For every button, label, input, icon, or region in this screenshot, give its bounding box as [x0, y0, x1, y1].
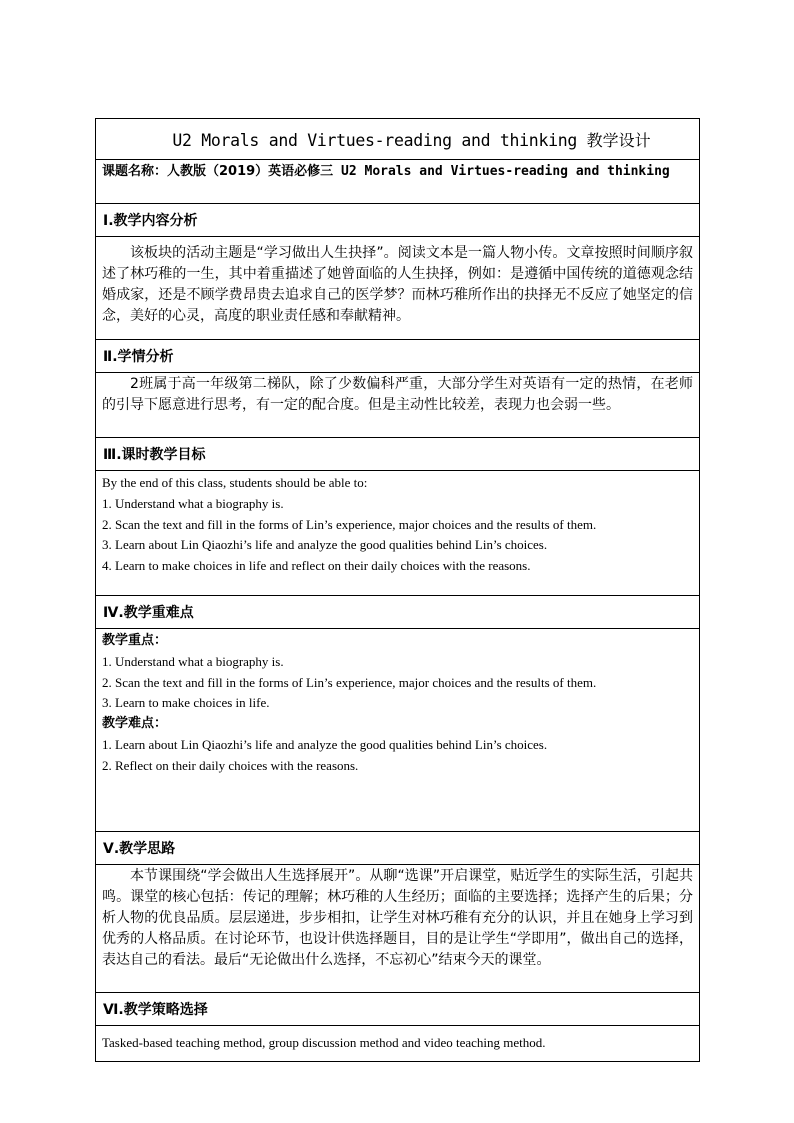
objectives-cell — [96, 471, 699, 596]
key-points-cell — [96, 629, 699, 832]
section-heading: Ⅳ.教学重难点 — [96, 596, 699, 629]
content-analysis-cell — [96, 237, 699, 340]
section-heading: Ⅲ.课时教学目标 — [96, 438, 699, 471]
strategy-cell — [96, 1026, 699, 1061]
section-heading: Ⅵ.教学策略选择 — [96, 993, 699, 1026]
course-name: U2 Morals and Virtues-reading and thinking — [333, 164, 670, 179]
teaching-ideas-text: 本节课围绕“学会做出人生选择展开”。从聊“选课”开启课堂，贴近学生的实际生活，引起共鸣。课堂的核心包括：传记的理解；林巧稚的人生经历；面临的主要选择；选择产生的后果；分析人物的优良品质。层层递进，步步相扣，让学生对林巧稚有充分的认识，并且在她身上学习到优秀的人格品质。在讨论环节，也设计供选择题目，目的是让学生“学即用”，做出自己的选择，表达自己的看法。最后“无论做出什么选择，不忘初心”结束今天的课堂。 — [102, 868, 693, 968]
teaching-ideas-cell — [96, 865, 699, 993]
section-heading: Ⅱ.学情分析 — [96, 340, 699, 373]
objective-line: 4. Learn to make choices in life and reflect on their daily choices with the reasons. — [102, 558, 531, 574]
key-point-line: 3. Learn to make choices in life. — [102, 695, 270, 711]
learner-analysis-text: 2班属于高一年级第二梯队，除了少数偏科严重，大部分学生对英语有一定的热情，在老师的引导下愿意进行思考，有一定的配合度。但是主动性比较差，表现力也会弱一些。 — [102, 376, 693, 413]
difficult-points-label: 教学难点： — [102, 716, 168, 732]
objective-line: 1. Understand what a biography is. — [102, 495, 284, 511]
content-analysis-text: 该板块的活动主题是“学习做出人生抉择”。阅读文本是一篇人物小传。文章按照时间顺序叙述了林巧稚的一生，其中着重描述了她曾面临的人生抉择，例如：是遵循中国传统的道德观念结婚成家，还是不顾学费昂贵去追求自己的医学梦？而林巧稚所作出的抉择无不反应了她坚定的信念，美好的心灵，高度的职业责任感和奉献精神。 — [102, 245, 693, 324]
title-row — [96, 119, 699, 160]
key-point-line: 2. Scan the text and fill in the forms of Lin’s experience, major choices and the results of them. — [102, 674, 597, 690]
objective-line: By the end of this class, students should be able to: — [102, 475, 368, 490]
section-heading: Ⅰ.教学内容分析 — [96, 204, 699, 237]
objective-line: 2. Scan the text and fill in the forms of Lin’s experience, major choices and the results of them. — [102, 516, 597, 532]
difficult-point-line: 2. Reflect on their daily choices with the reasons. — [102, 757, 359, 773]
strategy-text: Tasked-based teaching method, group discussion method and video teaching method. — [102, 1035, 546, 1051]
title-chinese: 教学设计 — [586, 130, 651, 150]
learner-analysis-cell — [96, 373, 699, 438]
key-points-label: 教学重点： — [102, 633, 168, 648]
objective-line: 3. Learn about Lin Qiaozhi’s life and analyze the good qualities behind Lin’s choices. — [102, 537, 548, 553]
course-label: 课题名称：人教版（2019）英语必修三 — [102, 164, 334, 179]
section-heading: Ⅴ.教学思路 — [96, 832, 699, 865]
key-point-line: 1. Understand what a biography is. — [102, 653, 284, 669]
document-title — [144, 128, 650, 151]
difficult-point-line: 1. Learn about Lin Qiaozhi’s life and analyze the good qualities behind Lin’s choices. — [102, 736, 548, 752]
lesson-plan-table — [95, 118, 700, 1062]
course-name-row — [96, 160, 699, 204]
title-english: U2 Morals and Virtues-reading and thinking — [172, 130, 577, 150]
